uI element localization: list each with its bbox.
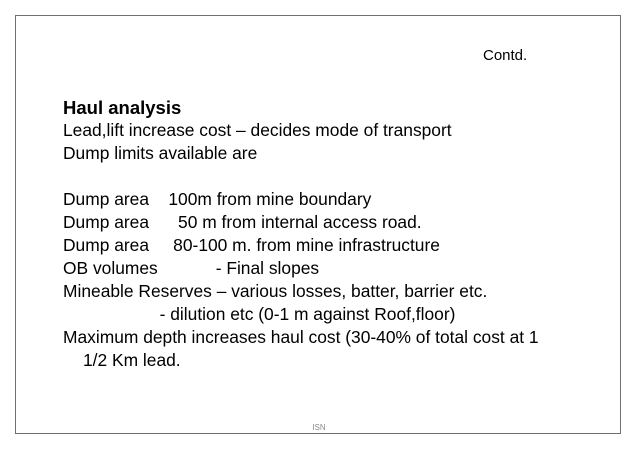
body-line-dilution: - dilution etc (0-1 m against Roof,floor): [63, 304, 456, 324]
blank-line: [63, 165, 603, 188]
body-line-dump-limits: Dump limits available are: [63, 143, 258, 163]
slide-body: [63, 96, 603, 372]
body-line-maximum-depth: Maximum depth increases haul cost (30-40% of total cost at 1: [63, 327, 539, 347]
slide-heading: Haul analysis: [63, 97, 182, 118]
body-line-dump-area-access-road: Dump area 50 m from internal access road.: [63, 212, 422, 232]
body-line-lead-lift: Lead,lift increase cost – decides mode of transport: [63, 120, 452, 140]
body-line-ob-volumes: OB volumes - Final slopes: [63, 258, 320, 278]
body-line-km-lead: 1/2 Km lead.: [83, 350, 181, 370]
body-line-dump-area-infrastructure: Dump area 80-100 m. from mine infrastructure: [63, 235, 440, 255]
body-line-dump-area-boundary: Dump area 100m from mine boundary: [63, 189, 372, 209]
slide-footer: ISN: [312, 423, 326, 432]
continued-label: Contd.: [483, 47, 528, 64]
body-line-mineable-reserves: Mineable Reserves – various losses, batter, barrier etc.: [63, 281, 488, 301]
